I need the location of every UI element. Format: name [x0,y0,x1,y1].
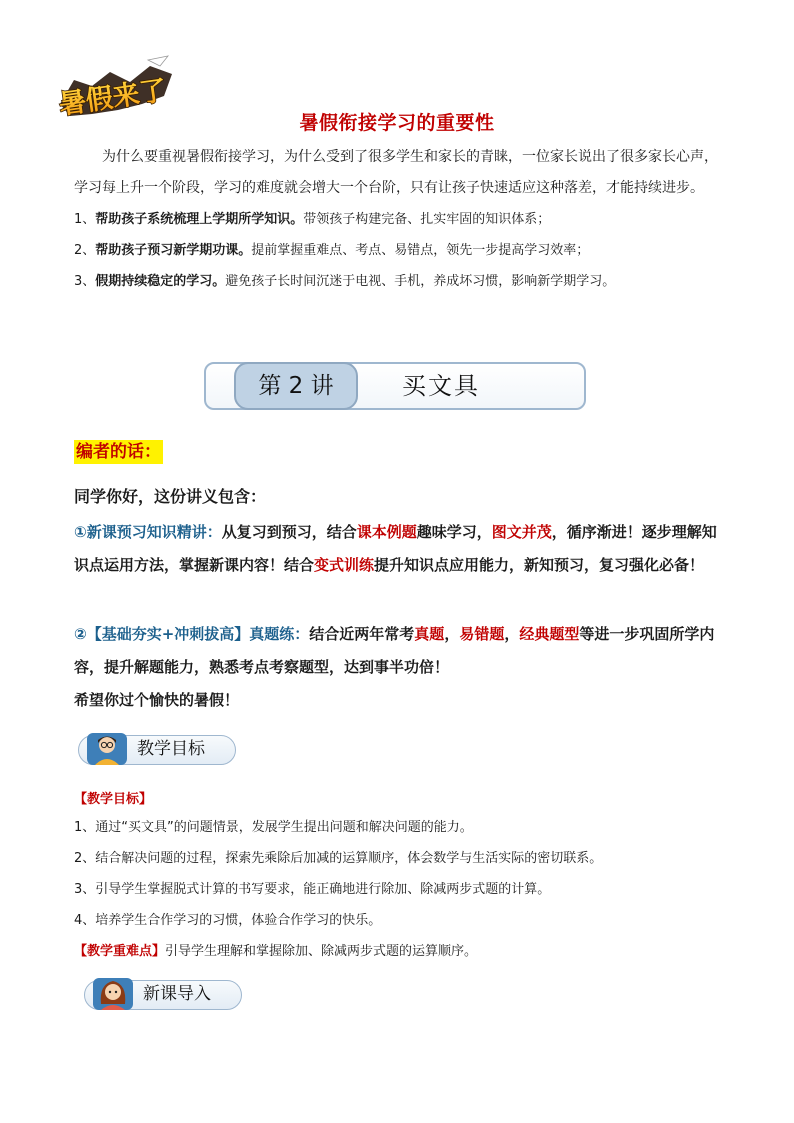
item-text: ， [444,625,460,643]
goals-list [74,812,724,967]
item-text: 趣味学习， [416,523,492,541]
goal-item: 3、引导学生掌握脱式计算的书写要求，能正确地进行除加、除减两步式题的计算。 [74,882,551,897]
intro-paragraph: 为什么要重视暑假衔接学习，为什么受到了很多学生和家长的青睐，一位家长说出了很多家长心声，学习每上升一个阶段，学习的难度就会增大一个台阶，只有让孩子快速适应这种落差，才能持续进步。 [74,149,718,196]
item-highlight: 变式训练 [314,556,375,574]
point-number: 1、 [74,212,96,227]
goal-item: 2、结合解决问题的过程，探索先乘除后加减的运算顺序，体会数学与生活实际的密切联系。 [74,851,603,866]
section-badge-intro [84,980,242,1010]
item-highlight: 图文并茂 [491,523,552,541]
lecture-topic: 买文具 [402,372,480,400]
teacher-avatar-icon [85,729,129,767]
item-text: 等进一步巩固所学内容，提升解题能力，熟悉考点考察题型，达到事半功倍！ [74,625,715,676]
closing-line: 希望你过个愉快的暑假！ [74,691,240,709]
item-highlight: 课本例题 [356,523,417,541]
item-highlight: 真题 [414,625,445,643]
point-strong: 帮助孩子系统梳理上学期所学知识。 [95,212,304,227]
logo-text: 暑假来了 [57,75,169,121]
lecture-number: 第 2 讲 [234,362,358,410]
item-highlight: 易错题 [459,625,505,643]
key-points [74,936,724,967]
item-text: 从复习到预习，结合 [221,523,357,541]
point-strong: 帮助孩子预习新学期功课。 [95,243,252,258]
point-number: 2、 [74,243,96,258]
editor-label: 编者的话： [76,442,161,462]
section-label: 教学目标 [137,739,205,759]
section-badge-goals [78,735,236,765]
item-text: 结合近两年常考 [309,625,415,643]
page-title: 暑假衔接学习的重要性 [299,112,495,134]
goal-item: 4、培养学生合作学习的习惯，体验合作学习的快乐。 [74,913,382,928]
point-text: 带领孩子构建完备、扎实牢固的知识体系； [303,212,551,227]
intro-section [74,142,722,297]
section-label: 新课导入 [143,984,211,1004]
intro-point [74,266,722,297]
point-strong: 假期持续稳定的学习。 [95,274,226,289]
item-text: ，循序渐进！逐步理解知识点运用方法，掌握新课内容！结合 [74,523,717,574]
editor-item-1 [74,516,724,582]
goal-item: 1、通过“买文具”的问题情景，发展学生提出问题和解决问题的能力。 [74,820,473,835]
item-highlight: 经典题型 [519,625,580,643]
item-text: 提升知识点应用能力，新知预习，复习强化必备！ [374,556,705,574]
lecture-banner [204,362,586,410]
point-text: 提前掌握重难点、考点、易错点，领先一步提高学习效率； [251,243,590,258]
point-number: 3、 [74,274,96,289]
goals-heading: 【教学目标】 [74,792,153,807]
item-text: ， [504,625,520,643]
point-text: 避免孩子长时间沉迷于电视、手机，养成坏习惯，影响新学期学习。 [225,274,616,289]
item-lead: ①新课预习知识精讲： [74,523,222,541]
intro-point [74,204,722,235]
editor-item-2 [74,618,724,717]
student-avatar-icon [91,974,135,1012]
item-lead: ②【基础夯实+冲刺拔高】真题练： [74,625,310,643]
key-points-text: 引导学生理解和掌握除加、除减两步式题的运算顺序。 [165,944,478,959]
greeting: 同学你好，这份讲义包含： [74,487,267,506]
intro-point [74,235,722,266]
key-points-label: 【教学重难点】 [74,944,166,959]
